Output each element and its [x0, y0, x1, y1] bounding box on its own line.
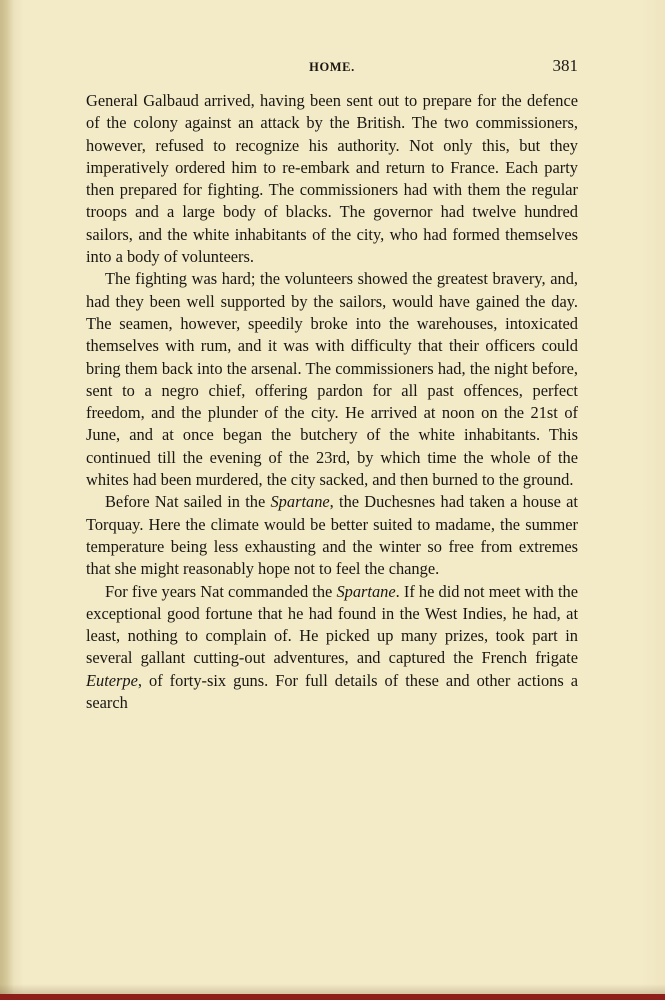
text-run: For five years Nat commanded the: [105, 581, 337, 601]
text-run: , the Duchesnes had taken a house at Torquay. Here the climate would be better suited to madame, the summer temperature being less exhausting and the winter so free from extremes that she might reasonably hope not to feel the change.: [86, 492, 578, 579]
ship-name: Euterpe: [86, 670, 138, 690]
paragraph-4: [86, 581, 578, 715]
text-run: General Galbaud arrived, having been sent out to prepare for the defence of the colony against an attack by the British. The two commissioners, however, refused to recognize his authority. Not only this, but they imperatively ordered him to re-embark and return to France. Each party then prepared for fighting. The commissioners had with them the regular troops and a large body of blacks. The governor had twelve hundred sailors, and the white inhabitants of the city, who had formed themselves into a body of volunteers.: [86, 91, 578, 267]
text-run: Before Nat sailed in the: [105, 492, 271, 512]
page-number: 381: [552, 56, 578, 75]
paragraph-3: [86, 491, 578, 580]
text-run: . If he did not meet with the exceptional good fortune that he had found in the West Indies, he had, at least, nothing to complain of. He picked up many prizes, took part in several gallant cutting-out adventures, and captured the French frigate: [86, 581, 578, 668]
text-run: , of forty-six guns. For full details of these and other actions a search: [86, 670, 578, 713]
ship-name: Spartane: [270, 492, 330, 512]
ship-name: Spartane: [336, 581, 396, 601]
book-edge: [0, 994, 665, 1000]
running-head: HOME.: [309, 60, 355, 74]
paragraph-2: [86, 268, 578, 491]
paragraph-1: [86, 90, 578, 268]
page-header: [86, 56, 578, 80]
text-run: The fighting was hard; the volunteers showed the greatest bravery, and, had they been well supported by the sailors, would have gained the day. The seamen, however, speedily broke into the warehouses, intoxicated themselves with rum, and it was with difficulty that their officers could bring them back into the arsenal. The commissioners had, the night before, sent to a negro chief, offering pardon for all past offences, perfect freedom, and the plunder of the city. He arrived at noon on the 21st of June, and at once began the butchery of the white inhabitants. This continued till the evening of the 23rd, by which time the whole of the whites had been murdered, the city sacked, and then burned to the ground.: [86, 269, 578, 490]
page-bottom-shadow: [0, 984, 665, 994]
body-text: [86, 90, 578, 714]
page-gutter: [0, 0, 14, 1000]
